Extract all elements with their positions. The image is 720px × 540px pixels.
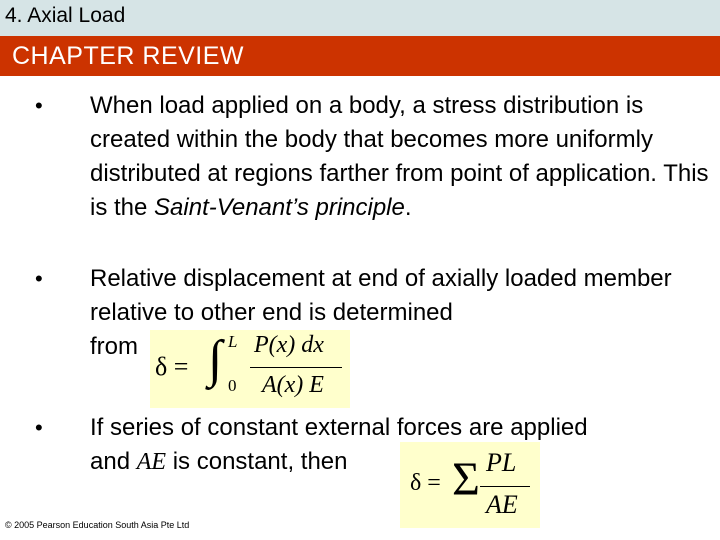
section-header-bar <box>0 0 720 36</box>
bullet-text-3 <box>90 411 710 445</box>
bullet-3-line2 <box>90 445 410 479</box>
eq2-sum-sign: Σ <box>452 453 480 506</box>
eq2-denominator: AE <box>486 490 518 519</box>
bullet-text-2 <box>90 262 710 330</box>
copyright-footer: © 2005 Pearson Education South Asia Pte Ltd <box>5 520 190 530</box>
displacement-sum-equation <box>400 442 540 528</box>
eq1-fraction-bar <box>250 367 342 368</box>
eq2-fraction-bar <box>480 486 530 487</box>
displacement-integral-equation <box>150 330 350 408</box>
banner-title: CHAPTER REVIEW <box>12 42 245 70</box>
eq1-denominator: A(x) E <box>262 372 324 398</box>
bullet-1-period: . <box>404 194 412 221</box>
bullet-text-1 <box>90 89 710 225</box>
bullet-marker-2: • <box>35 266 43 291</box>
bullet-3-var: AE <box>136 449 167 475</box>
eq2-lhs: δ = <box>410 470 441 496</box>
eq1-numerator: P(x) dx <box>254 332 324 358</box>
bullet-2-body: Relative displacement at end of axially loaded member relative to other end is determined <box>90 265 672 326</box>
bullet-1-body: When load applied on a body, a stress distribution is created within the body that becomes more uniformly distributed at regions farther from point of application. This is the <box>90 92 709 221</box>
chapter-banner <box>0 36 720 76</box>
bullet-marker-3: • <box>35 415 43 440</box>
bullet-3-body: If series of constant external forces are applied <box>90 414 588 441</box>
bullet-marker-1: • <box>35 93 43 118</box>
bullet-3-tail: is constant, then <box>172 448 348 475</box>
eq1-lhs: δ = <box>155 352 189 381</box>
eq2-numerator: PL <box>486 448 517 477</box>
bullet-3-lead: and <box>90 448 131 475</box>
bullet-1-term: Saint-Venant’s principle <box>154 194 405 221</box>
eq1-upper-limit: L <box>228 332 238 351</box>
bullet-2-lead: from <box>90 333 138 360</box>
section-title: 4. Axial Load <box>5 4 126 27</box>
eq1-lower-limit: 0 <box>228 376 237 395</box>
eq1-integral-sign: ∫ <box>208 331 223 388</box>
